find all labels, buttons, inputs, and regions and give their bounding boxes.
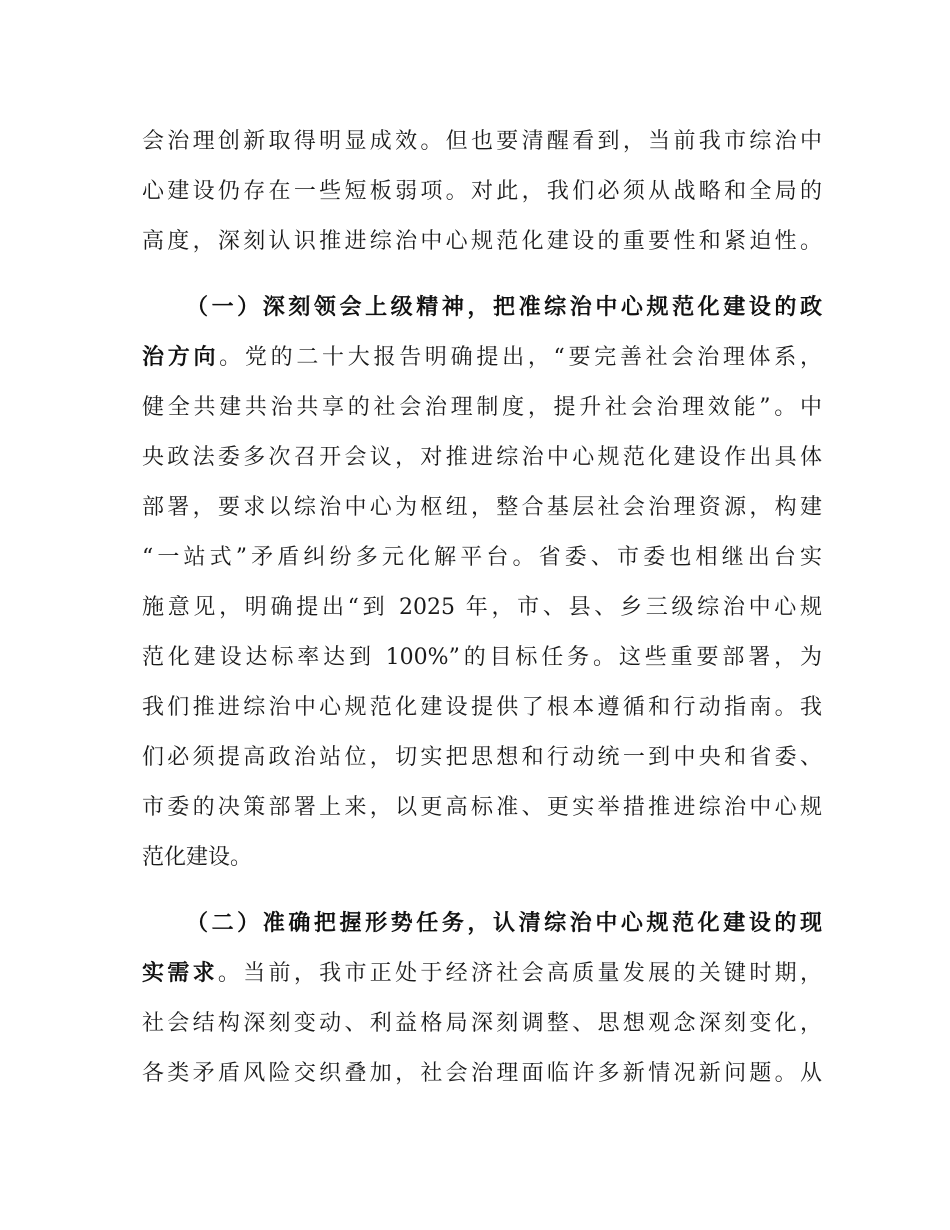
paragraph-line: 会治理创新取得明显成效。但也要清醒看到，当前我市综治中 — [142, 129, 822, 154]
paragraph-line: 高度，深刻认识推进综治中心规范化建设的重要性和紧迫性。 — [142, 229, 822, 254]
paragraph-line: “一站式”矛盾纠纷多元化解平台。省委、市委也相继出台实 — [142, 545, 822, 570]
section-heading: （二）准确把握形势任务，认清综治中心规范化建设的现 — [186, 911, 822, 936]
paragraph-line: 我们推进综治中心规范化建设提供了根本遵循和行动指南。我 — [142, 695, 822, 720]
paragraph-line: 们必须提高政治站位，切实把思想和行动统一到中央和省委、 — [142, 745, 822, 770]
paragraph-line: 部署，要求以综治中心为枢纽，整合基层社会治理资源，构建 — [142, 495, 822, 520]
paragraph-line — [142, 338, 822, 378]
paragraph-line: 范化建设。 — [142, 845, 253, 870]
paragraph-line: 心建设仍存在一些短板弱项。对此，我们必须从战略和全局的 — [142, 179, 822, 204]
paragraph-line — [142, 954, 822, 994]
paragraph-line: 社会结构深刻变动、利益格局深刻调整、思想观念深刻变化， — [142, 1011, 822, 1036]
paragraph-line: 健全共建共治共享的社会治理制度，提升社会治理效能”。中 — [142, 395, 822, 420]
paragraph-line: 各类矛盾风险交织叠加，社会治理面临许多新情况新问题。从 — [142, 1061, 822, 1086]
paragraph-text: 。当前，我市正处于经济社会高质量发展的关键时期， — [217, 961, 822, 986]
paragraph-text: 。党的二十大报告明确提出，“要完善社会治理体系， — [219, 345, 822, 370]
section-heading: （一）深刻领会上级精神，把准综治中心规范化建设的政 — [186, 295, 822, 320]
paragraph-line: 范化建设达标率达到 100%”的目标任务。这些重要部署，为 — [142, 645, 822, 670]
paragraph-line: 施意见，明确提出“到 2025 年，市、县、乡三级综治中心规 — [142, 595, 822, 620]
paragraph-line: 央政法委多次召开会议，对推进综治中心规范化建设作出具体 — [142, 445, 822, 470]
paragraph-line: 市委的决策部署上来，以更高标准、更实举措推进综治中心规 — [142, 795, 822, 820]
section-heading-end: 治方向 — [142, 345, 220, 370]
section-heading-end: 实需求 — [142, 961, 218, 986]
